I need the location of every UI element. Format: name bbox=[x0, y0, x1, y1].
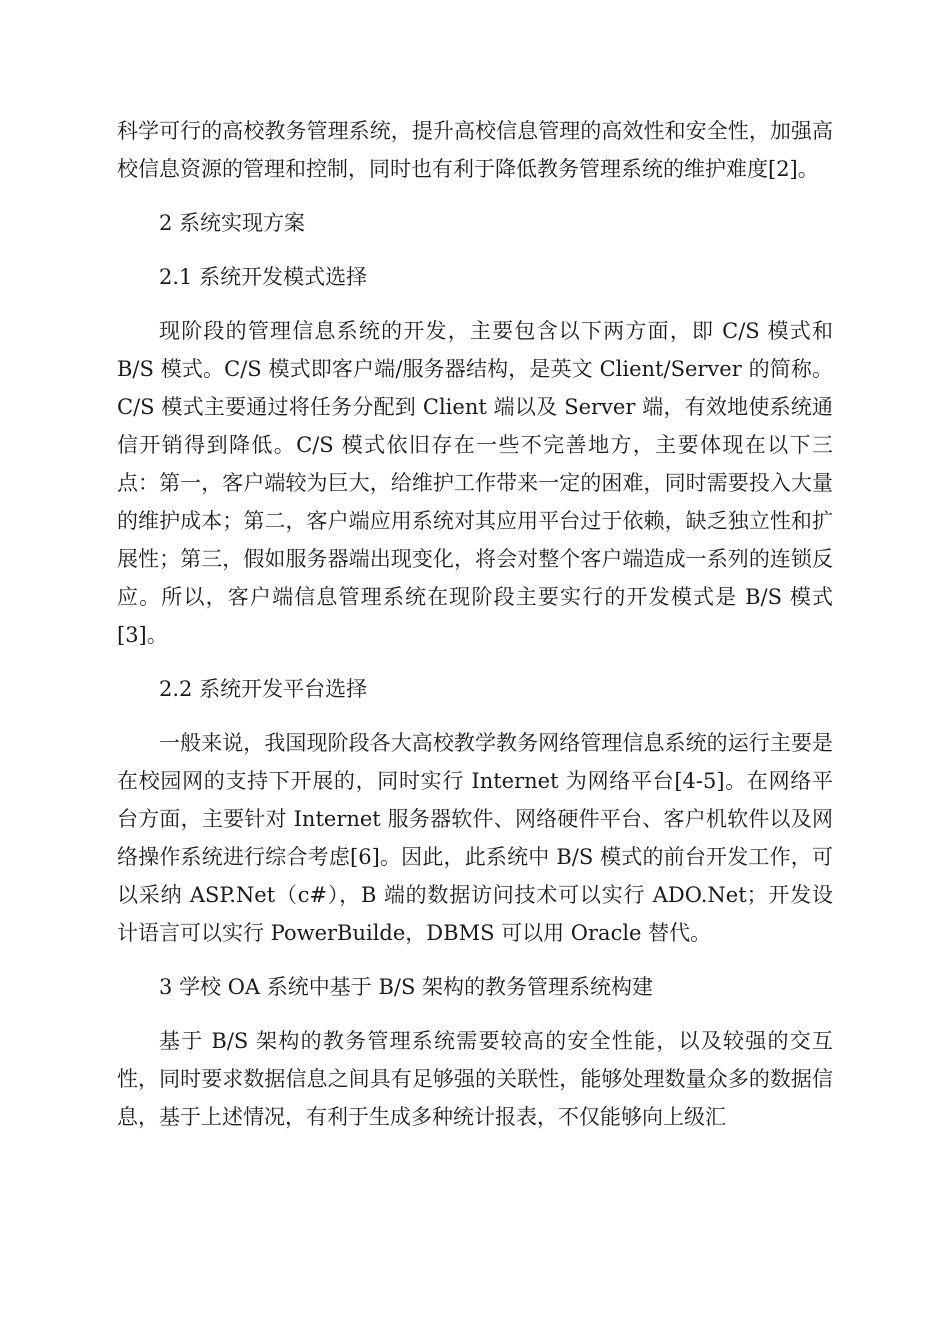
section-heading-2-1: 2.1 系统开发模式选择 bbox=[159, 265, 368, 289]
paragraph-platform: 一般来说，我国现阶段各大高校教学教务网络管理信息系统的运行主要是在校园网的支持下开展的，同时实行 Internet 为网络平台[4-5]。在网络平台方面，主要针对 Internet 服务器软件、网络硬件平台、客户机软件以及网络操作系统进行综合考虑[6]。因此，此系统中 B/S 模式的前台开发工作，可以采纳 ASP.Net（c#），B 端的数据访问技术可以实行 ADO.Net；开发设计语言可以实行 PowerBuilde，DBMS 可以用 Oracle 替代。 bbox=[117, 731, 833, 945]
section-heading-3: 3 学校 OA 系统中基于 B/S 架构的教务管理系统构建 bbox=[159, 975, 654, 999]
paragraph-bs-system: 基于 B/S 架构的教务管理系统需要较高的安全性能，以及较强的交互性，同时要求数据信息之间具有足够强的关联性，能够处理数量众多的数据信息，基于上述情况，有利于生成多种统计报表，不仅能够向上级汇 bbox=[117, 1029, 833, 1129]
document-page bbox=[117, 112, 833, 1152]
section-heading-2-2: 2.2 系统开发平台选择 bbox=[159, 677, 368, 701]
paragraph-continued: 科学可行的高校教务管理系统，提升高校信息管理的高效性和安全性，加强高校信息资源的管理和控制，同时也有利于降低教务管理系统的维护难度[2]。 bbox=[117, 119, 833, 181]
section-heading-2: 2 系统实现方案 bbox=[159, 211, 306, 235]
paragraph-cs-bs-modes: 现阶段的管理信息系统的开发，主要包含以下两方面，即 C/S 模式和 B/S 模式。C/S 模式即客户端/服务器结构，是英文 Client/Server 的简称。C/S 模式主要通过将任务分配到 Client 端以及 Server 端，有效地使系统通信开销得到降低。C/S 模式依旧存在一些不完善地方，主要体现在以下三点：第一，客户端较为巨大，给维护工作带来一定的困难，同时需要投入大量的维护成本；第二，客户端应用系统对其应用平台过于依赖，缺乏独立性和扩展性；第三，假如服务器端出现变化，将会对整个客户端造成一系列的连锁反应。所以，客户端信息管理系统在现阶段主要实行的开发模式是 B/S 模式[3]。 bbox=[117, 319, 833, 647]
